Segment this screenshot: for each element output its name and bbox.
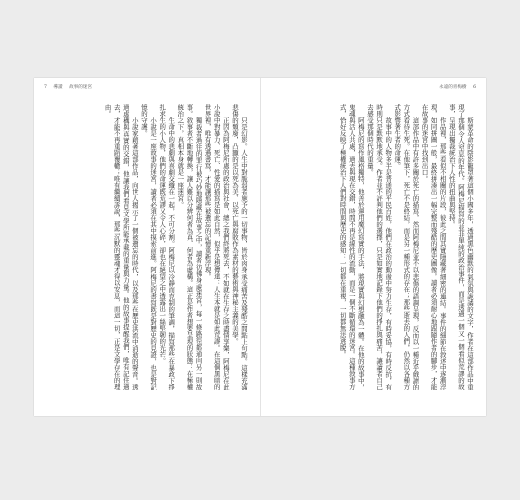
right-paragraph: 作品裡，那些看似不相關的片段，彼此之間其實隱藏著細密的連結。事件的細節在敘述中逐漸浮現，如同拼圖一般，最終拼湊出一幅完整而殘酷的歷史圖像。讀者必須耐心地跟隨作者的腳步，才能在故事的迷宮中找到出口。 — [420, 104, 447, 390]
book-gutter — [260, 78, 261, 416]
right-page-body — [278, 104, 474, 390]
right-page-number: 6 — [473, 85, 476, 90]
left-page-body — [52, 104, 248, 390]
right-paragraph: 斯蒙革命的陰影籠罩著這個小國多年，透過黑色幽默的氣氛與詭譎的文字，作者在這部作品中重現了那個令人窒息的年代。阿梅尼描寫的並非單純的政治事件，而是透過一個又一個看似荒謬的故事，呈現出獨裁統治下人性的扭曲與堅持。 — [447, 104, 474, 390]
right-paragraph: 這部作品中有許多關於死亡的描寫，然而阿梅尼並不以悲傷的語調呈現，反而以一種近乎戲謔的方式看待生死。在他筆下，死亡不是終結，而是另一種形式的存在；那些逝去的人們，仍然以各種方式影響著生者的命運。 — [393, 104, 420, 390]
right-page-header — [434, 85, 476, 91]
book-spread — [34, 78, 486, 416]
left-page-number: 7 — [44, 85, 47, 90]
right-paragraph: 故事中的人物多半是普通的平民百姓，他們在政治的動盪中努力生存，有時妥協，有時反抗，有時則只是默默地承受。作者並不評判他們的選擇，只是如實地記錄下他們的掙扎與痛苦，讓讀者自己去感受那個時代的重量。 — [365, 104, 393, 390]
right-running-title: 永遠的青梅樹 — [439, 85, 467, 90]
left-paragraph: 獨裁者過往的罪行被巧妙地隱藏在故事之中，讀者彷彿身處迷宮，每一條路徑都通向另一則故事。敘事者不斷地轉換，讓人難以分辨何者為真、何者為虛構。這正是作者想要呈現的狀態：在極權統治之下，真相本身就是一座迷宮。 — [176, 104, 203, 390]
left-chapter-label: 導讀 — [53, 85, 63, 90]
left-running-title: 故事的迷宮 — [69, 85, 93, 90]
left-paragraph: 生命中的悲劇與喜劇交織在一起，不可分割。阿梅尼以冷靜而克制的筆調，描寫那些在暴政下掙扎求生的小人物，他們的命運既荒謬又令人心碎，卻也在絕望之中透露出一絲堅韌的光芒。 — [158, 104, 176, 390]
left-paragraph: 正因為阿梅尼所處的政治與社會，總之我們終將死去，不如就在生存之時盡情享樂，阿梅尼在此小說中對暴力、死亡、性愛的描寫是如此自然，似乎是想傳達：人生本就是如此荒謬。在這個黑暗的世界裡，唯有透過書寫，才能讓那些被遺忘的記憶重新浮現。 — [203, 104, 230, 390]
left-paragraph: 小說是一座故事的迷宮，讀者必須在其中摸索前進。阿梅尼的書寫既是對歷史的見證，也是對記憶的守護。 — [139, 104, 158, 390]
left-paragraph: 只是幻影。人生中對脆弱者施予的一切事物，皆於肉身承受痛苦及殘酷之間點上句點。這樣充滿悲傷的頹廢，凸顯的是以死為美、以死亡與腐敗作為素材的藝術與神秘主義的美學。 — [230, 104, 248, 390]
left-page-header — [44, 85, 97, 91]
right-paragraph: 阿梅尼的寫作風格獨特，他善於運用魔幻寫實的手法，將現實與幻想融為一體。在他的故事中，鬼魂與活人共處，過去與現在交錯，時間不再是線性的流動，而是一個不斷循環的迷宮。這種敘事方式，恰好反映了極權統治下人們對時間與歷史的感知：一切都在重複，一切都無法逃脫。 — [338, 104, 365, 390]
left-paragraph: 小說家藉著這部作品，向世人揭示了一個被遺忘的時代，以及那些在歷史洪流中消逝的聲音。透過虛構與真實的交錯，他讓我們看見文學所能承載的重量與力量。他的故事提醒我們，唯有記住過去，才能不再重蹈覆轍；唯有繼續訴說，那些沉默的靈魂才得以安息，而這一切，正是文學存在的理由。 — [103, 104, 139, 390]
